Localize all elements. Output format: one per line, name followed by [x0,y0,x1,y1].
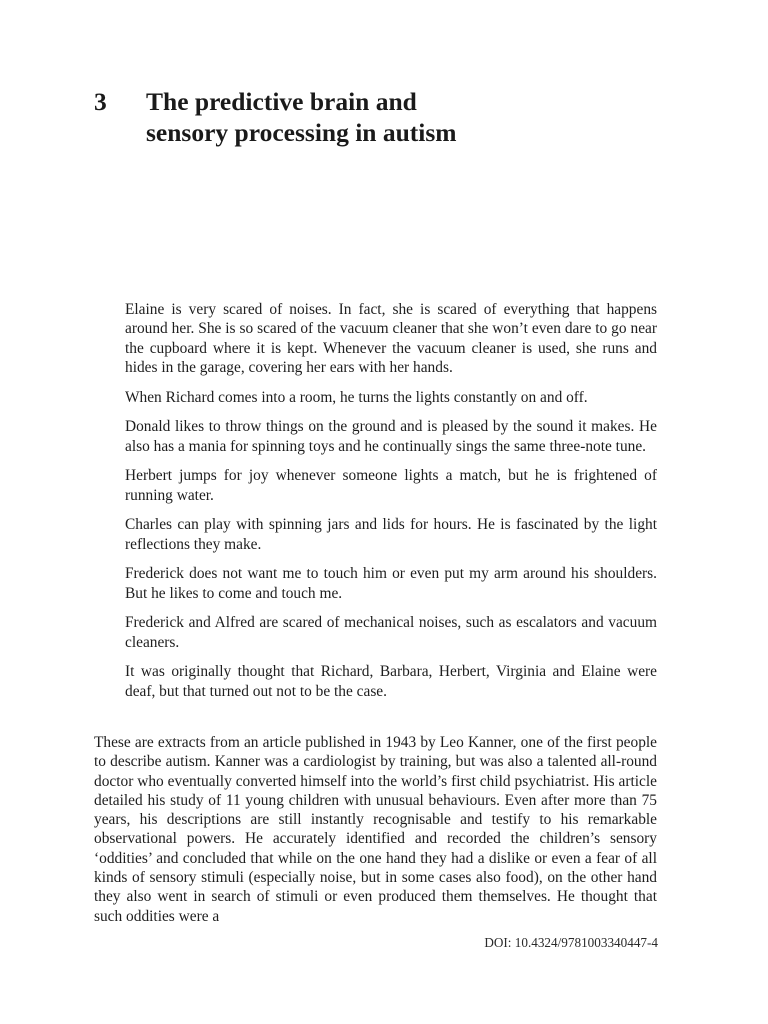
extract-paragraph: Frederick does not want me to touch him or even put my arm around his shoulders. But he likes to come and touch me. [125,565,657,602]
extract-paragraph: It was originally thought that Richard, Barbara, Herbert, Virginia and Elaine were deaf, but that turned out not to be the case. [125,663,657,700]
extract-paragraph: Charles can play with spinning jars and lids for hours. He is fascinated by the light reflections they make. [125,516,657,553]
extract-paragraph: When Richard comes into a room, he turns the lights constantly on and off. [125,388,588,406]
extract-paragraph: Elaine is very scared of noises. In fact, she is scared of everything that happens around her. She is so scared of the vacuum cleaner that she won’t even dare to go near the cupboard where it is kept. Whenever the vacuum cleaner is used, she runs and hides in the garage, covering her ears with her hands. [125,301,657,377]
extract-paragraph: Frederick and Alfred are scared of mechanical noises, such as escalators and vacuum cleaners. [125,614,657,651]
chapter-title-line: The predictive brain and [146,87,417,116]
chapter-title [146,86,566,148]
body-paragraph: These are extracts from an article published in 1943 by Leo Kanner, one of the first people to describe autism. Kanner was a cardiologist by training, but was also a talented all-round doctor who eventually converted himself into the world’s first child psychiatrist. His article detailed his study of 11 young children with unusual behaviours. Even after more than 75 years, his descriptions are still instantly recognisable and testify to his remarkable observational powers. He accurately identified and recorded the children’s sensory ‘oddities’ and concluded that while on the one hand they had a dislike or even a fear of all kinds of sensory stimuli (especially noise, but in some cases also food), on the other hand they also went in search of stimuli or even produced them themselves. He thought that such oddities were a [94,734,657,925]
chapter-title-line: sensory processing in autism [146,118,457,147]
case-extracts [125,300,657,711]
extract-paragraph: Herbert jumps for joy whenever someone lights a match, but he is frightened of running water. [125,467,657,504]
chapter-number: 3 [94,87,107,116]
extract-paragraph: Donald likes to throw things on the ground and is pleased by the sound it makes. He also has a mania for spinning toys and he continually sings the same three-note tune. [125,418,657,455]
doi-footer: DOI: 10.4324/9781003340447-4 [484,935,658,950]
